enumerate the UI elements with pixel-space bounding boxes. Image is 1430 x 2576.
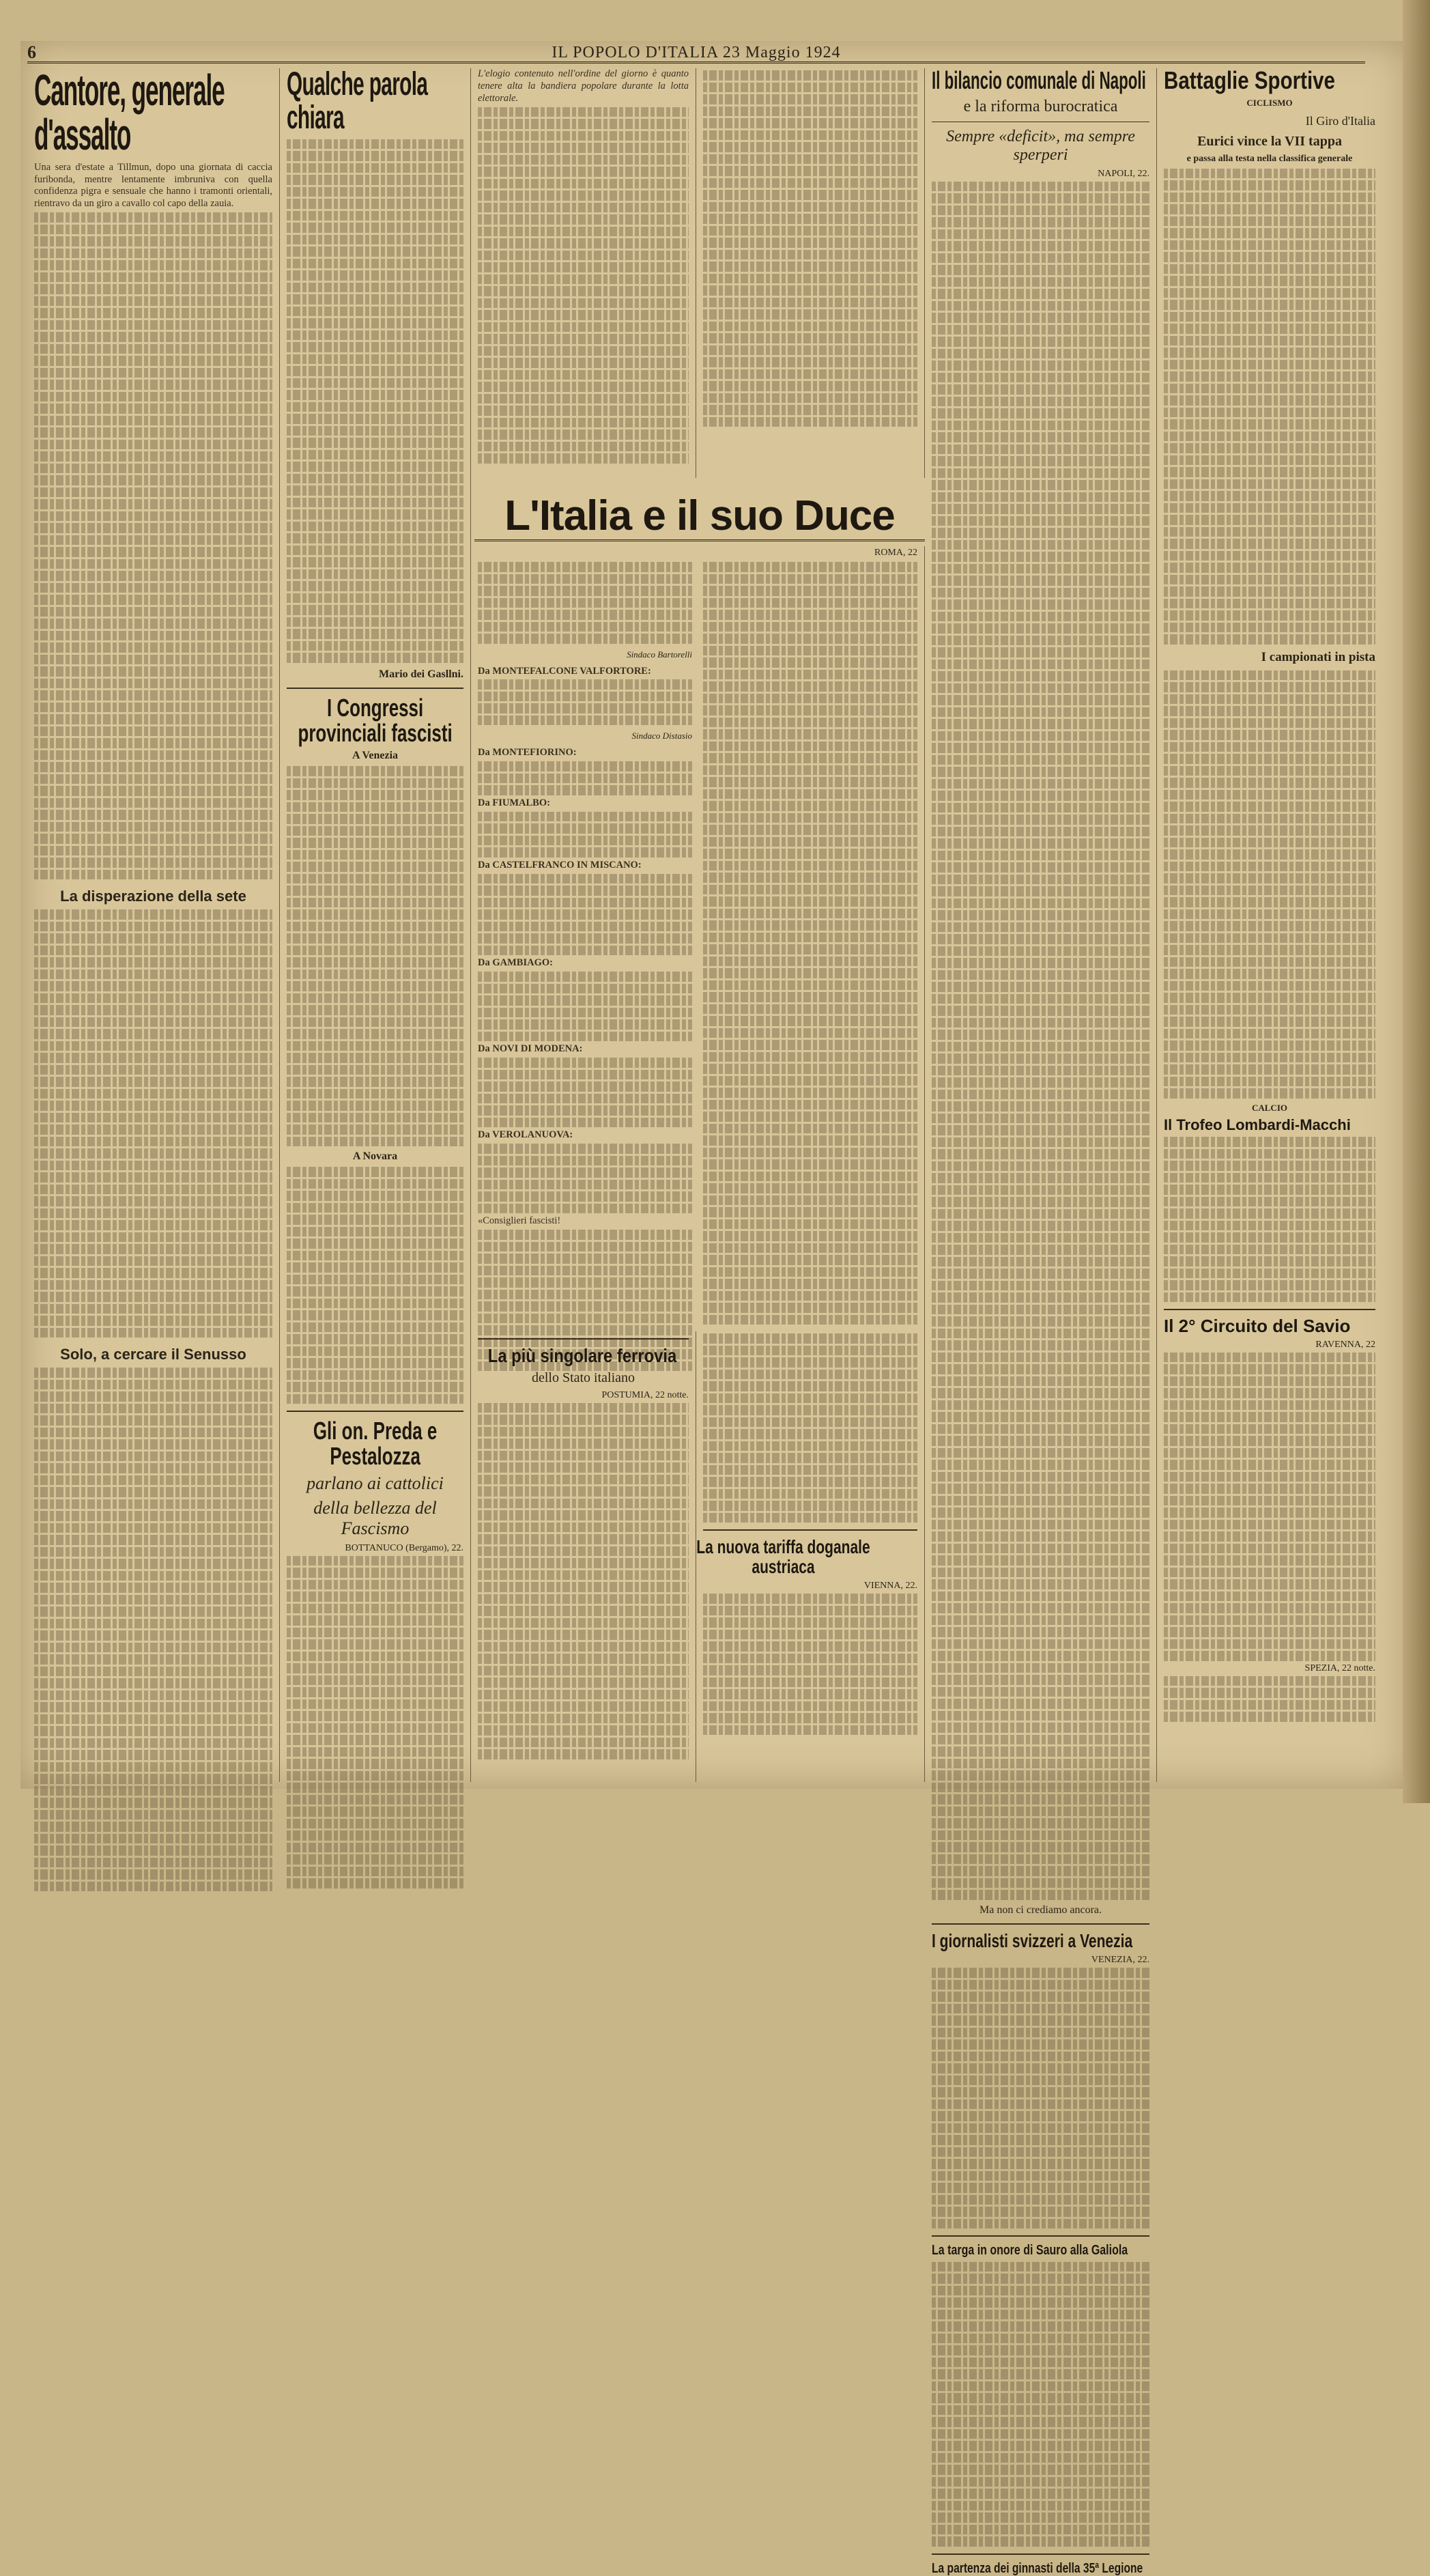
article-body-text-3 [1164,1137,1375,1302]
column-napoli [925,66,1157,2576]
article-body-text-3 [287,1167,463,1404]
author-signature: Mario dei Gasllni. [379,668,463,680]
duce-subcolumn-left [478,560,692,1373]
place-fiumalbo: Da FIUMALBO: [478,797,550,808]
place-montefalcone: Da MONTEFALCONE VALFORTORE: [478,665,651,677]
article-body-text [478,107,689,464]
article-body-text [932,182,1149,1900]
article-lead: Una sera d'estate a Tillmun, dopo una giornata di caccia furibonda, mentre lentamente imbruniva con quella confidenza pigra e sensuale che hanno i tramonti orientali, rientravo da un giro a cavallo col capo della zauia. [34,161,272,210]
headline-campionati: I campionati in pista [1261,649,1375,664]
article-body-text-2 [287,766,463,1146]
subhead-cattolici: parlano ai cattolici [306,1473,444,1493]
article-body-text [1164,169,1375,645]
article-italia-duce [471,546,925,1331]
headline-cantore: Cantore, generale d'assalto [34,66,225,160]
article-tariffa [696,1331,925,1782]
article-body-text-3 [34,1368,272,1891]
consiglieri-address: «Consiglieri fascisti! [478,1215,561,1227]
column-sport [1157,68,1382,1782]
section-ciclismo: CICLISMO [1246,97,1293,108]
section-calcio: CALCIO [1251,1102,1287,1113]
article-body-text-4 [1164,1353,1375,1661]
dateline-ravenna: RAVENNA, 22 [1315,1339,1375,1350]
subhead-novara: A Novara [352,1150,398,1163]
column-qualche-parola [280,68,471,1782]
headline-tariffa: La nuova tariffa doganale austriaca [696,1536,870,1577]
column-cantore [27,68,280,1782]
headline-congressi: I Congressi provinciali fascisti [298,693,453,747]
headline-preda-pestalozza: Gli on. Preda e Pestalozza [313,1417,438,1471]
article-body-text-3 [932,2262,1149,2547]
subhead-venezia: A Venezia [352,750,399,762]
dateline-postumia: POSTUMIA, 22 notte. [601,1389,689,1400]
deck-deficit: Sempre «deficit», ma sempre sperperi [946,127,1135,164]
article-body-text-4 [287,1556,463,1888]
place-montefiorino: Da MONTEFIORINO: [478,747,577,759]
dateline-napoli: NAPOLI, 22. [1098,168,1149,179]
headline-qualche-parola: Qualche parola chiara [287,66,428,136]
article-body-text-2 [1164,670,1375,1099]
page-number: 6 [27,42,36,62]
column-elogio [471,68,696,478]
closing-line: Ma non ci crediamo ancora. [979,1903,1102,1916]
subhead-giro: Il Giro d'Italia [1305,113,1375,128]
dateline-bottanuco: BOTTANUCO (Bergamo), 22. [345,1542,463,1553]
article-body-text-2 [932,1968,1149,2228]
headline-ginnasti: La partenza dei ginnasti della 35ª Legione [932,2560,1143,2576]
headline-sauro: La targa in onore di Sauro alla Galiola [932,2243,1128,2259]
headline-eurici: Eurici vince la VII tappa [1197,133,1342,149]
page-header [27,42,1365,63]
article-ferrovia [471,1331,696,1782]
subhead-disperazione: La disperazione della sete [60,888,246,905]
subhead-riforma: e la riforma burocratica [963,97,1118,115]
headline-battaglie-sportive: Battaglie Sportive [1164,66,1335,94]
headline-ferrovia: La più singolare ferrovia [487,1345,677,1366]
subhead-senusso: Solo, a cercare il Senusso [60,1346,246,1363]
page-edge-shadow [1403,0,1430,1803]
article-body-text [34,212,272,879]
dateline-venezia: VENEZIA, 22. [1091,1955,1149,1966]
signature-distasio: Sindaco Distasio [631,731,692,741]
place-castelfranco: Da CASTELFRANCO IN MISCANO: [478,859,642,871]
headline-italia-duce: L'Italia e il suo Duce [474,492,925,541]
subhead-fascismo: della bellezza del Fascismo [313,1497,437,1538]
duce-subcolumn-right [703,560,917,1373]
article-body-text-5 [1164,1676,1375,1722]
dateline-vienna: VIENNA, 22. [863,1581,917,1591]
subhead-classifica: e passa alla testa nella classifica generale [1186,153,1353,164]
headline-bilancio-napoli: Il bilancio comunale di Napoli [932,66,1146,94]
dateline-spezia: SPEZIA, 22 notte. [1304,1662,1375,1673]
article-body-text [703,70,917,427]
article-body-text [287,139,463,663]
headline-trofeo: Il Trofeo Lombardi-Macchi [1164,1116,1351,1133]
column-elogio-cont [696,68,925,478]
headline-giornalisti: I giornalisti svizzeri a Venezia [932,1929,1133,1951]
signature-bartorelli: Sindaco Bartorelli [627,649,692,660]
subhead-stato-italiano: dello Stato italiano [531,1370,635,1385]
headline-circuito-savio: Il 2° Circuito del Savio [1164,1316,1351,1337]
place-gambiago: Da GAMBIAGO: [478,957,553,969]
place-novi: Da NOVI DI MODENA: [478,1043,583,1055]
masthead-line: IL POPOLO D'ITALIA 23 Maggio 1924 [552,44,841,61]
place-verolanuova: Da VEROLANUOVA: [478,1129,573,1141]
article-lead: L'elogio contenuto nell'ordine del giorno è quanto tenere alta la bandiera popolare durante la lotta elettorale. [478,68,689,104]
article-body-text-2 [34,909,272,1337]
dateline-roma: ROMA, 22 [874,548,917,558]
